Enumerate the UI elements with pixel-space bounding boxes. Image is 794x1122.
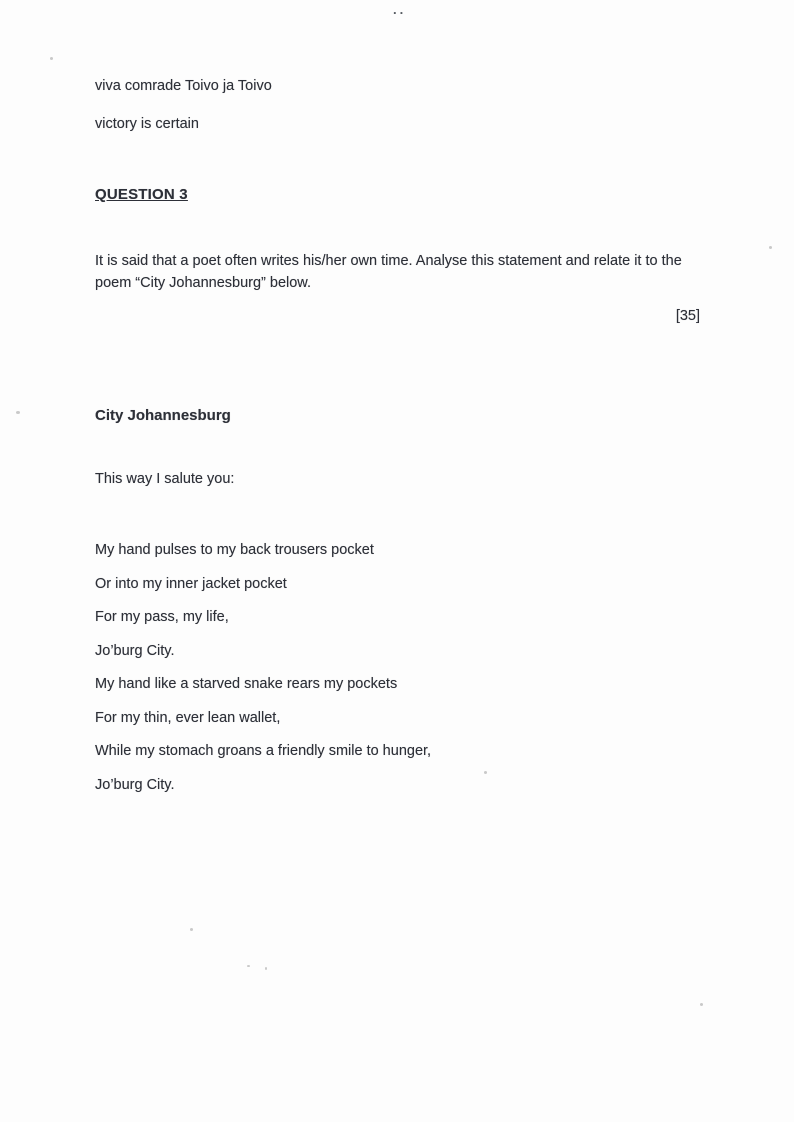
question-marks: [35]	[675, 308, 700, 324]
scan-speck	[50, 57, 53, 60]
question-prompt: It is said that a poet often writes his/her own time. Analyse this statement and relate it to the poem “City Johannesburg” below.	[95, 253, 682, 291]
epigraph-line-1: viva comrade Toivo ja Toivo	[95, 78, 272, 94]
poem-line: Jo’burg City.	[95, 776, 175, 793]
question-heading: QUESTION 3	[95, 186, 188, 203]
scan-artifact-dots: ..	[393, 2, 407, 17]
scan-speck	[190, 928, 193, 931]
epigraph-line-2: victory is certain	[95, 116, 199, 132]
poem-line: While my stomach groans a friendly smile to hunger,	[95, 743, 432, 759]
poem-body	[95, 540, 431, 808]
poem-title: City Johannesburg	[95, 407, 231, 424]
poem-line: My hand like a starved snake rears my pockets	[95, 676, 398, 692]
poem-line: For my thin, ever lean wallet,	[95, 709, 281, 726]
poem-line: Or into my inner jacket pocket	[95, 575, 287, 592]
scan-speck	[769, 246, 772, 249]
poem-line: For my pass, my life,	[95, 609, 229, 625]
poem-intro-line: This way I salute you:	[95, 471, 235, 487]
scan-speck	[484, 771, 487, 774]
scan-speck	[247, 965, 250, 967]
scan-speck	[265, 967, 267, 970]
poem-line: Jo’burg City.	[95, 642, 175, 659]
scan-speck	[700, 1003, 703, 1006]
poem-line: My hand pulses to my back trousers pocket	[95, 542, 374, 558]
scan-speck	[16, 411, 20, 414]
